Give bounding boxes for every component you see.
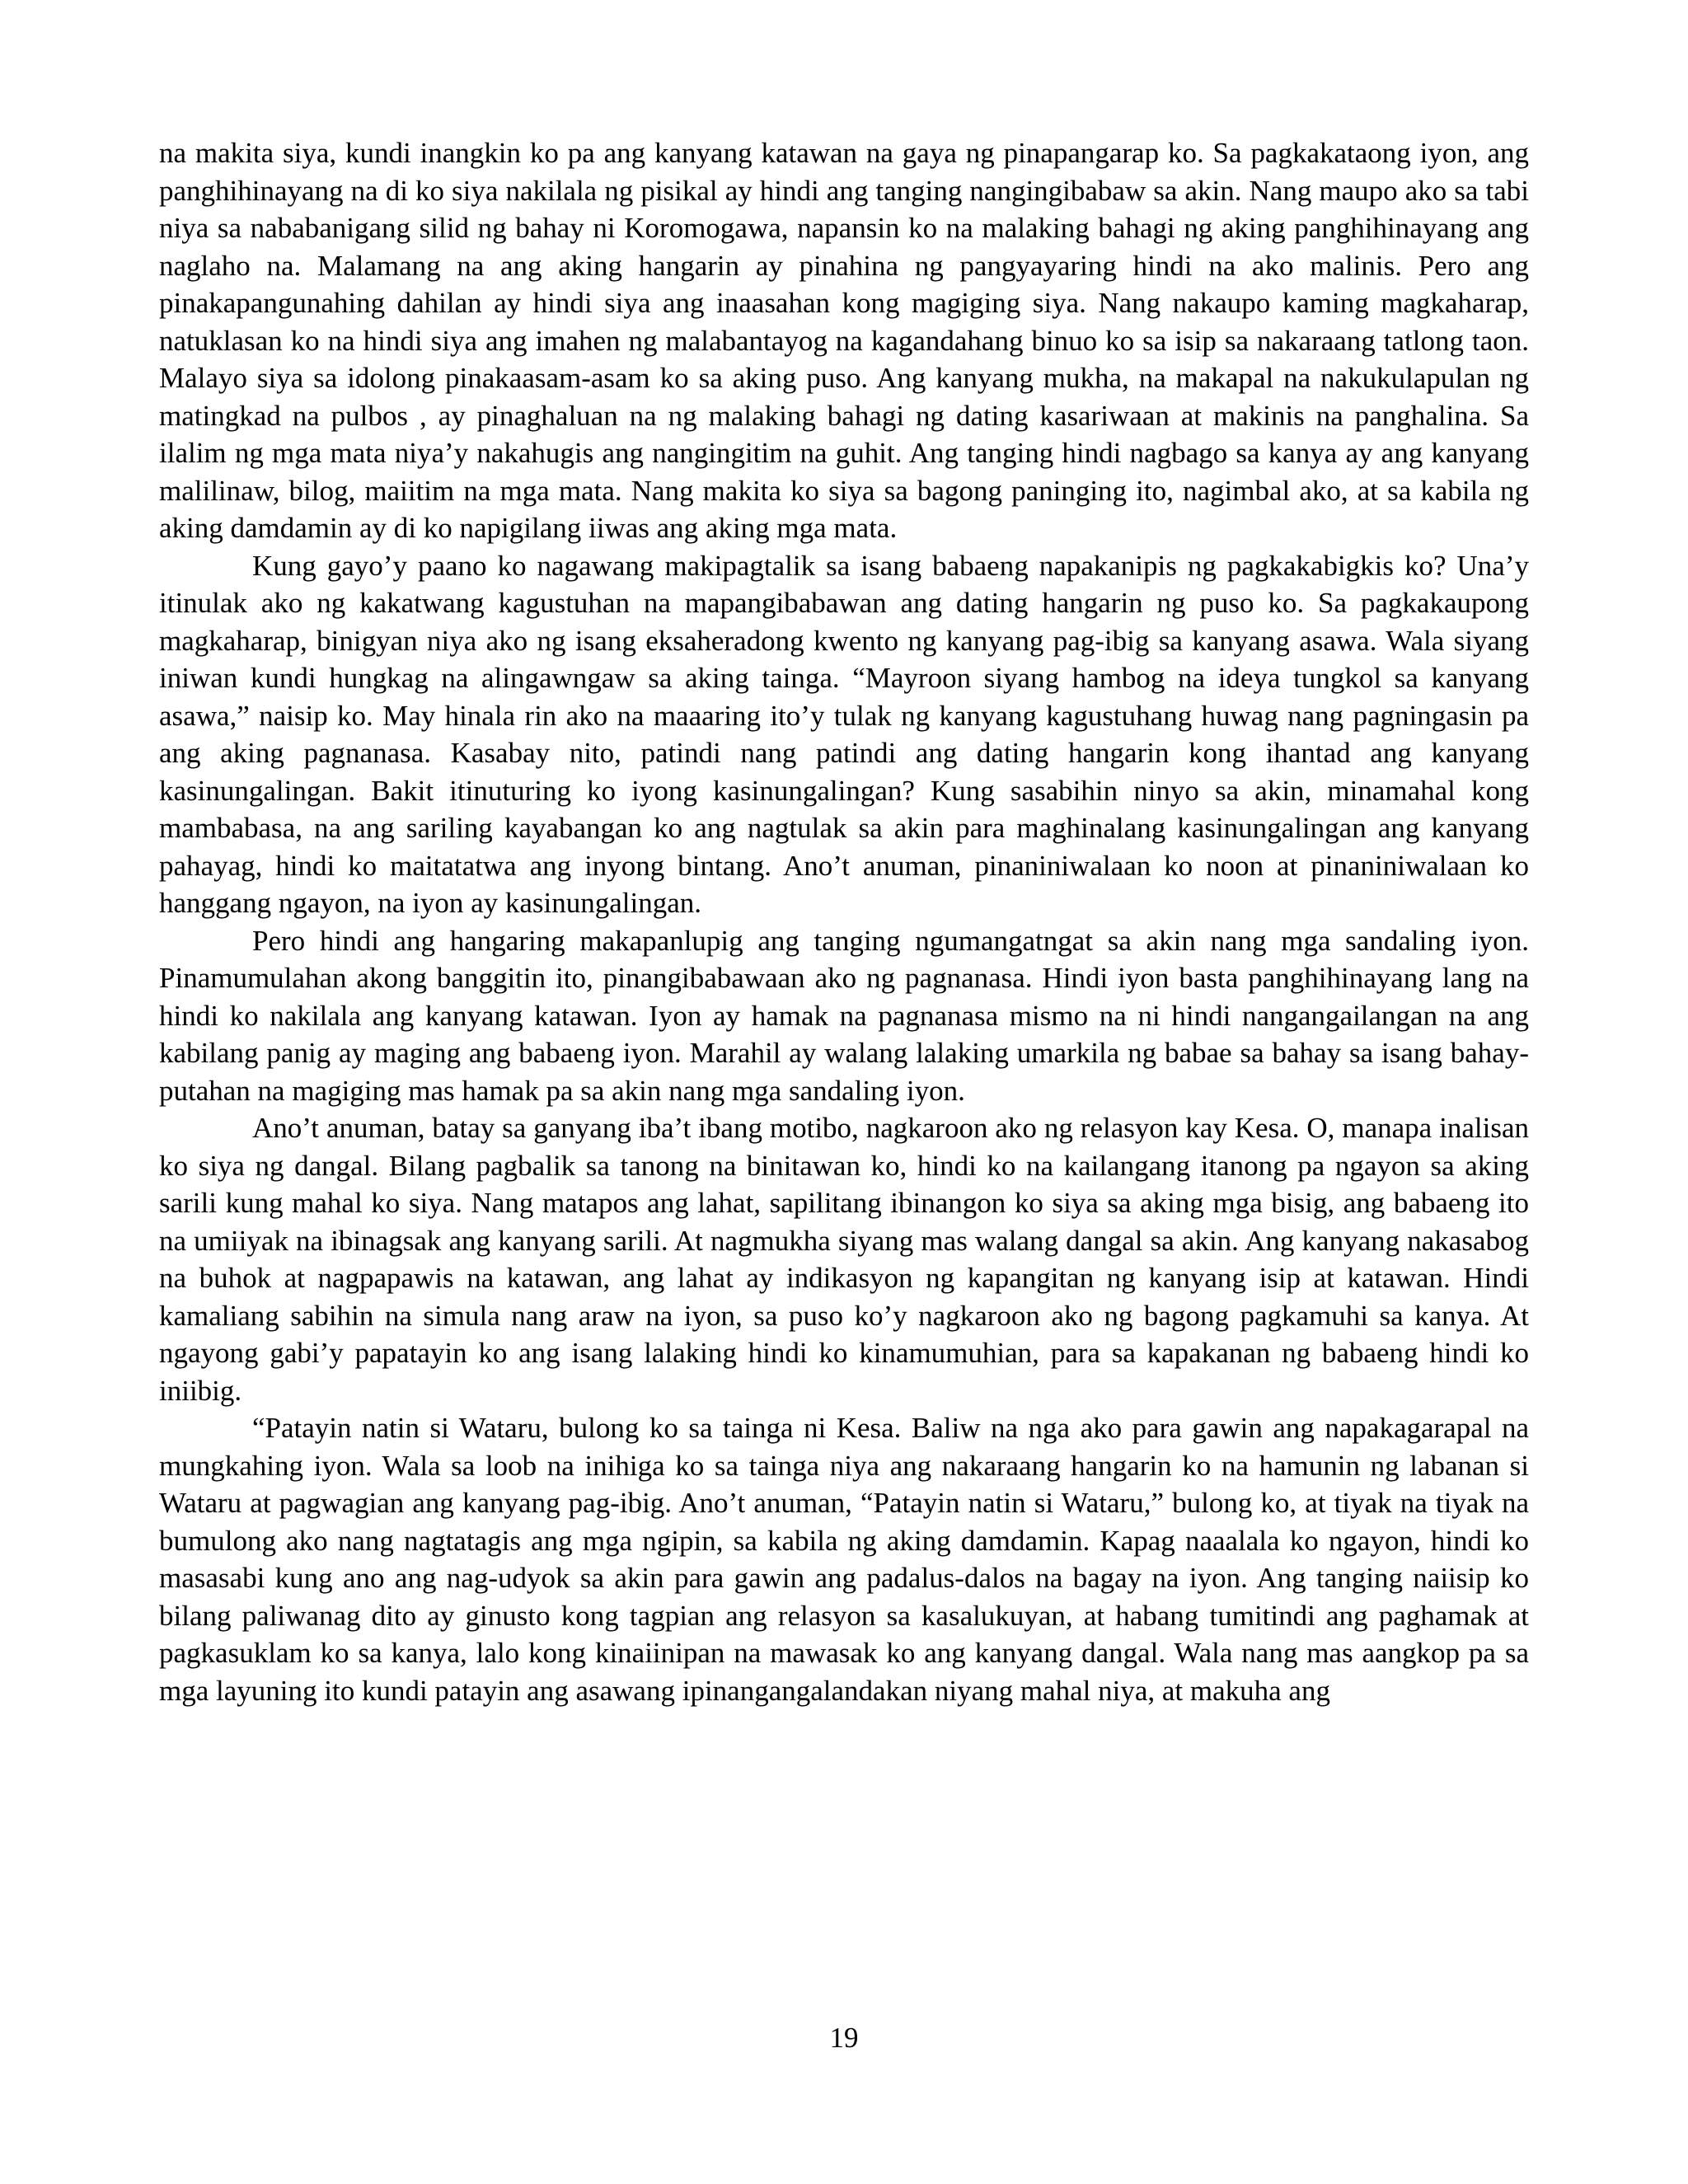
paragraph-1: na makita siya, kundi inangkin ko pa ang kanyang katawan na gaya ng pinapangarap ko. Sa pagkakataong iyon, ang panghihinayang na di ko siya nakilala ng pisikal ay hindi ang tanging nangingibabaw sa akin. Nang maupo ako sa tabi niya sa nababanigang silid ng bahay ni Koromogawa, napansin ko na malaking bahagi ng aking panghihinayang ang naglaho na. Malamang na ang aking hangarin ay pinahina ng pangyayaring hindi na ako malinis. Pero ang pinakapangunahing dahilan ay hindi siya ang inaasahan kong magiging siya. Nang nakaupo kaming magkaharap, natuklasan ko na hindi siya ang imahen ng malabantayog na kagandahang binuo ko sa isip sa nakaraang tatlong taon. Malayo siya sa idolong pinakaasam-asam ko sa aking puso. Ang kanyang mukha, na makapal na nakukulapulan ng matingkad na pulbos , ay pinaghaluan na ng malaking bahagi ng dating kasariwaan at makinis na panghalina. Sa ilalim ng mga mata niya’y nakahugis ang nangingitim na guhit. Ang tanging hindi nagbago sa kanya ay ang kanyang malilinaw, bilog, maiitim na mga mata. Nang makita ko siya sa bagong paninging ito, nagimbal ako, at sa kabila ng aking damdamin ay di ko napigilang iiwas ang aking mga mata. bbox=[159, 137, 1529, 544]
paragraph-5: “Patayin natin si Wataru, bulong ko sa tainga ni Kesa. Baliw na nga ako para gawin ang napakagarapal na mungkahing iyon. Wala sa loob na inihiga ko sa tainga niya ang nakaraang hangarin ko na hamunin ng labanan si Wataru at pagwagian ang kanyang pag-ibig. Ano’t anuman, “Patayin natin si Wataru,” bulong ko, at tiyak na tiyak na bumulong ako nang nagtatagis ang mga ngipin, sa kabila ng aking damdamin. Kapag naaalala ko ngayon, hindi ko masasabi kung ano ang nag-udyok sa akin para gawin ang padalus-dalos na bagay na iyon. Ang tanging naiisip ko bilang paliwanag dito ay ginusto kong tagpian ang relasyon sa kasalukuyan, at habang tumitindi ang paghamak at pagkasuklam ko sa kanya, lalo kong kinaiinipan na mawasak ko ang kanyang dangal. Wala nang mas aangkop pa sa mga layuning ito kundi patayin ang asawang ipinangangalandakan niyang mahal niya, at makuha ang bbox=[159, 1412, 1529, 1707]
paragraph-2: Kung gayo’y paano ko nagawang makipagtalik sa isang babaeng napakanipis ng pagkakabigkis ko? Una’y itinulak ako ng kakatwang kagustuhan na mapangibabawan ang dating hangarin ng puso ko. Sa pagkakaupong magkaharap, binigyan niya ako ng isang eksaheradong kwento ng kanyang pag-ibig sa kanyang asawa. Wala siyang iniwan kundi hungkag na alingawngaw sa aking tainga. “Mayroon siyang hambog na ideya tungkol sa kanyang asawa,” naisip ko. May hinala rin ako na maaaring ito’y tulak ng kanyang kagustuhang huwag nang pagningasin pa ang aking pagnanasa. Kasabay nito, patindi nang patindi ang dating hangarin kong ihantad ang kanyang kasinungalingan. Bakit itinuturing ko iyong kasinungalingan? Kung sasabihin ninyo sa akin, minamahal kong mambabasa, na ang sariling kayabangan ko ang nagtulak sa akin para maghinalang kasinungalingan ang kanyang pahayag, hindi ko maitatatwa ang inyong bintang. Ano’t anuman, pinaniniwalaan ko noon at pinaniniwalaan ko hanggang ngayon, na iyon ay kasinungalingan. bbox=[159, 549, 1529, 919]
paragraph-3: Pero hindi ang hangaring makapanlupig ang tanging ngumangatngat sa akin nang mga sandaling iyon. Pinamumulahan akong banggitin ito, pinangibabawaan ako ng pagnanasa. Hindi iyon basta panghihinayang lang na hindi ko nakilala ang kanyang katawan. Iyon ay hamak na pagnanasa mismo na ni hindi nangangailangan na ang kabilang panig ay maging ang babaeng iyon. Marahil ay walang lalaking umarkila ng babae sa bahay sa isang bahay-putahan na magiging mas hamak pa sa akin nang mga sandaling iyon. bbox=[159, 924, 1529, 1107]
page-number: 19 bbox=[829, 2022, 859, 2054]
paragraph-4: Ano’t anuman, batay sa ganyang iba’t ibang motibo, nagkaroon ako ng relasyon kay Kesa. O, manapa inalisan ko siya ng dangal. Bilang pagbalik sa tanong na binitawan ko, hindi ko na kailangang itanong pa ngayon sa aking sarili kung mahal ko siya. Nang matapos ang lahat, sapilitang ibinangon ko siya sa aking mga bisig, ang babaeng ito na umiiyak na ibinagsak ang kanyang sarili. At nagmukha siyang mas walang dangal sa akin. Ang kanyang nakasabog na buhok at nagpapawis na katawan, ang lahat ay indikasyon ng kapangitan ng kanyang isip at katawan. Hindi kamaliang sabihin na simula nang araw na iyon, sa puso ko’y nagkaroon ako ng bagong pagkamuhi sa kanya. At ngayong gabi’y papatayin ko ang isang lalaking hindi ko kinamumuhian, para sa kapakanan ng babaeng hindi ko iniibig. bbox=[159, 1112, 1529, 1407]
body-text bbox=[159, 134, 1529, 1709]
